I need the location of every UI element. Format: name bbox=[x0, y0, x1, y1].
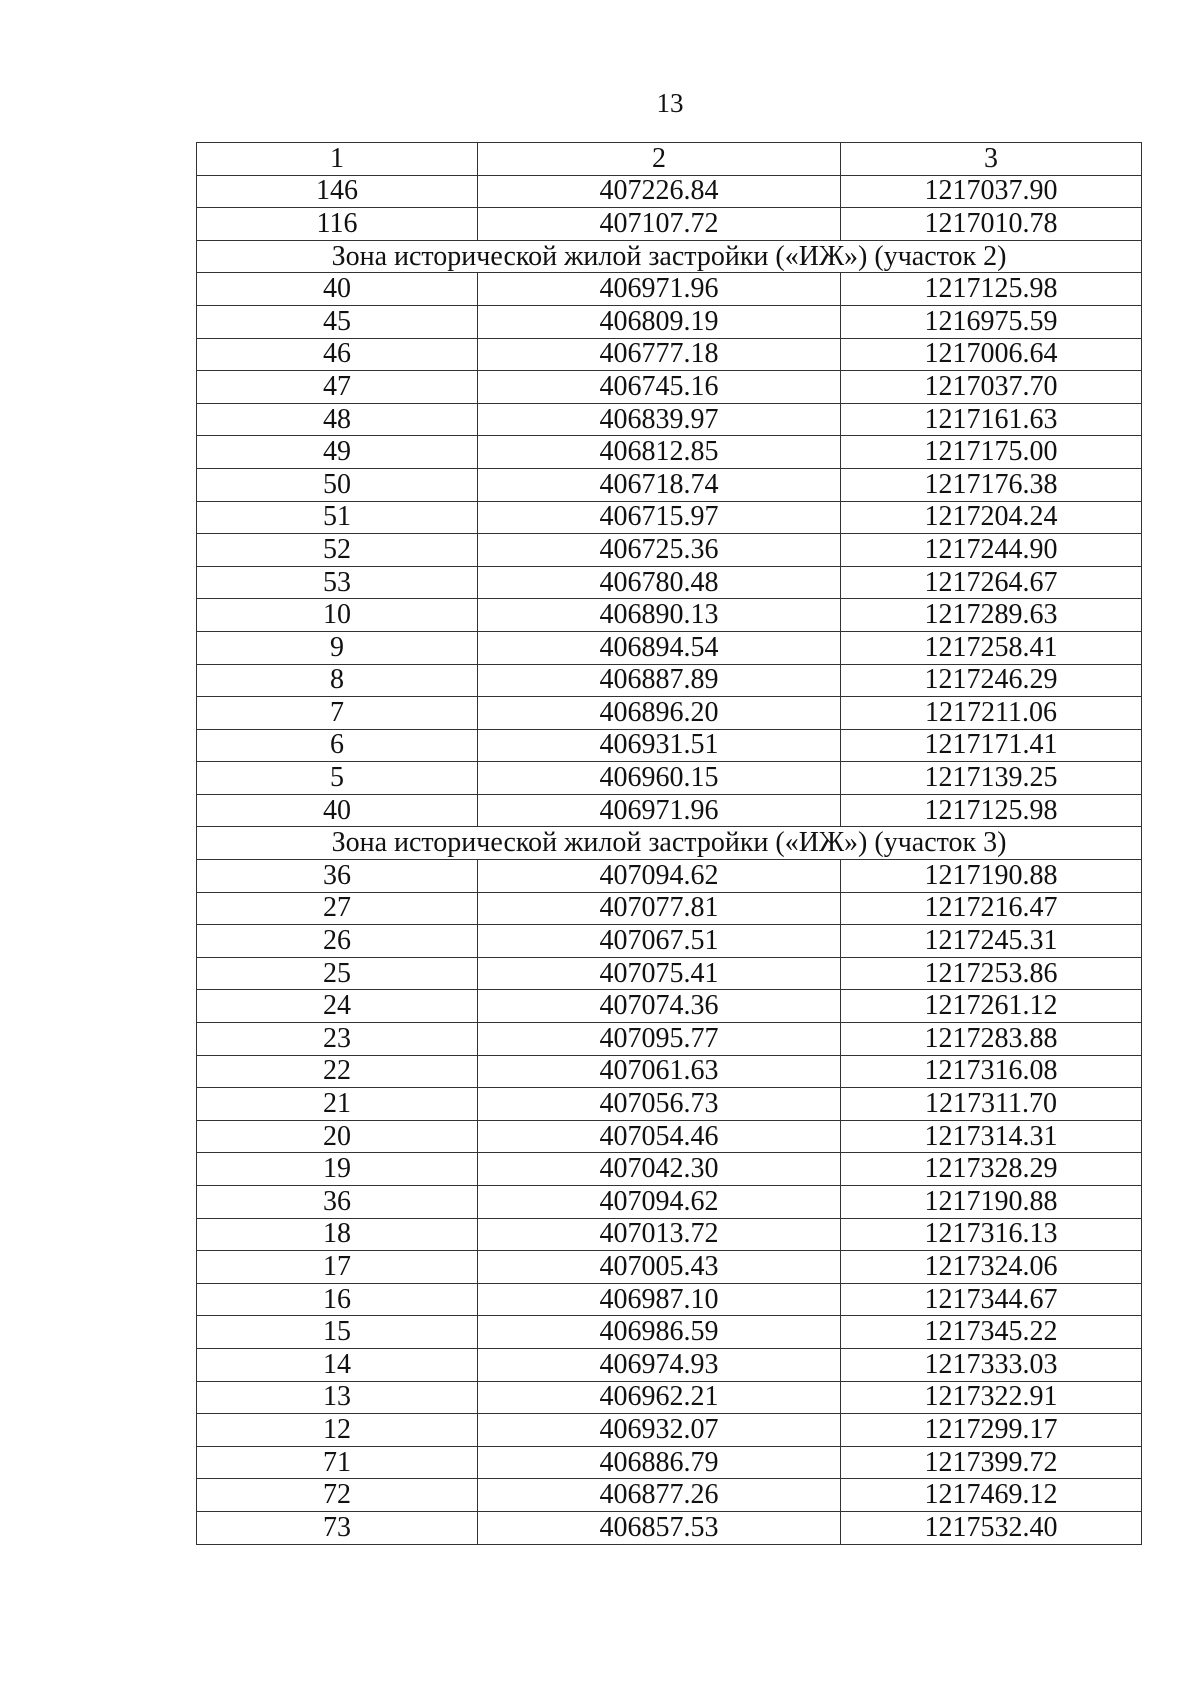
table-row bbox=[197, 1023, 1142, 1056]
point-number-cell: 12 bbox=[197, 1414, 478, 1447]
y-coordinate-cell: 1217289.63 bbox=[841, 599, 1142, 632]
point-number-cell: 36 bbox=[197, 860, 478, 893]
table-row bbox=[197, 1251, 1142, 1284]
y-coordinate-cell: 1217324.06 bbox=[841, 1251, 1142, 1284]
point-number-cell: 50 bbox=[197, 468, 478, 501]
table-header-row bbox=[197, 143, 1142, 176]
y-coordinate-cell: 1217125.98 bbox=[841, 794, 1142, 827]
table-row bbox=[197, 371, 1142, 404]
column-header-2: 2 bbox=[478, 143, 841, 176]
table-row bbox=[197, 1218, 1142, 1251]
point-number-cell: 116 bbox=[197, 208, 478, 241]
x-coordinate-cell: 407067.51 bbox=[478, 925, 841, 958]
x-coordinate-cell: 407054.46 bbox=[478, 1120, 841, 1153]
point-number-cell: 146 bbox=[197, 175, 478, 208]
y-coordinate-cell: 1217399.72 bbox=[841, 1446, 1142, 1479]
y-coordinate-cell: 1217037.70 bbox=[841, 371, 1142, 404]
point-number-cell: 10 bbox=[197, 599, 478, 632]
table-row bbox=[197, 566, 1142, 599]
y-coordinate-cell: 1217161.63 bbox=[841, 403, 1142, 436]
table-row bbox=[197, 273, 1142, 306]
y-coordinate-cell: 1217258.41 bbox=[841, 631, 1142, 664]
table-row bbox=[197, 1414, 1142, 1447]
table-row bbox=[197, 1511, 1142, 1544]
point-number-cell: 53 bbox=[197, 566, 478, 599]
point-number-cell: 26 bbox=[197, 925, 478, 958]
y-coordinate-cell: 1217328.29 bbox=[841, 1153, 1142, 1186]
y-coordinate-cell: 1217006.64 bbox=[841, 338, 1142, 371]
x-coordinate-cell: 406971.96 bbox=[478, 273, 841, 306]
point-number-cell: 46 bbox=[197, 338, 478, 371]
y-coordinate-cell: 1217314.31 bbox=[841, 1120, 1142, 1153]
x-coordinate-cell: 406987.10 bbox=[478, 1283, 841, 1316]
x-coordinate-cell: 406962.21 bbox=[478, 1381, 841, 1414]
point-number-cell: 25 bbox=[197, 957, 478, 990]
y-coordinate-cell: 1217311.70 bbox=[841, 1088, 1142, 1121]
point-number-cell: 40 bbox=[197, 273, 478, 306]
section-title: Зона исторической жилой застройки («ИЖ») (участок 2) bbox=[197, 240, 1142, 273]
point-number-cell: 49 bbox=[197, 436, 478, 469]
x-coordinate-cell: 407094.62 bbox=[478, 1186, 841, 1219]
table-row bbox=[197, 1088, 1142, 1121]
y-coordinate-cell: 1217204.24 bbox=[841, 501, 1142, 534]
point-number-cell: 24 bbox=[197, 990, 478, 1023]
point-number-cell: 73 bbox=[197, 1511, 478, 1544]
table-row bbox=[197, 436, 1142, 469]
table-row bbox=[197, 501, 1142, 534]
point-number-cell: 13 bbox=[197, 1381, 478, 1414]
x-coordinate-cell: 406777.18 bbox=[478, 338, 841, 371]
table-row bbox=[197, 403, 1142, 436]
point-number-cell: 40 bbox=[197, 794, 478, 827]
x-coordinate-cell: 407107.72 bbox=[478, 208, 841, 241]
point-number-cell: 52 bbox=[197, 534, 478, 567]
point-number-cell: 6 bbox=[197, 729, 478, 762]
x-coordinate-cell: 407042.30 bbox=[478, 1153, 841, 1186]
y-coordinate-cell: 1217211.06 bbox=[841, 697, 1142, 730]
table-row bbox=[197, 175, 1142, 208]
point-number-cell: 27 bbox=[197, 892, 478, 925]
y-coordinate-cell: 1217316.13 bbox=[841, 1218, 1142, 1251]
x-coordinate-cell: 406894.54 bbox=[478, 631, 841, 664]
point-number-cell: 17 bbox=[197, 1251, 478, 1284]
table-row bbox=[197, 599, 1142, 632]
y-coordinate-cell: 1217171.41 bbox=[841, 729, 1142, 762]
table-row bbox=[197, 631, 1142, 664]
table-row bbox=[197, 1381, 1142, 1414]
point-number-cell: 14 bbox=[197, 1348, 478, 1381]
table-row bbox=[197, 957, 1142, 990]
table-row bbox=[197, 338, 1142, 371]
x-coordinate-cell: 406718.74 bbox=[478, 468, 841, 501]
point-number-cell: 71 bbox=[197, 1446, 478, 1479]
x-coordinate-cell: 407005.43 bbox=[478, 1251, 841, 1284]
table-row bbox=[197, 697, 1142, 730]
page-number: 13 bbox=[656, 88, 684, 118]
y-coordinate-cell: 1217322.91 bbox=[841, 1381, 1142, 1414]
y-coordinate-cell: 1217125.98 bbox=[841, 273, 1142, 306]
y-coordinate-cell: 1217532.40 bbox=[841, 1511, 1142, 1544]
table-row bbox=[197, 208, 1142, 241]
y-coordinate-cell: 1217344.67 bbox=[841, 1283, 1142, 1316]
section-title: Зона исторической жилой застройки («ИЖ») (участок 3) bbox=[197, 827, 1142, 860]
x-coordinate-cell: 407226.84 bbox=[478, 175, 841, 208]
point-number-cell: 16 bbox=[197, 1283, 478, 1316]
table-row bbox=[197, 729, 1142, 762]
table-row bbox=[197, 860, 1142, 893]
y-coordinate-cell: 1217246.29 bbox=[841, 664, 1142, 697]
column-header-1: 1 bbox=[197, 143, 478, 176]
x-coordinate-cell: 406812.85 bbox=[478, 436, 841, 469]
x-coordinate-cell: 406886.79 bbox=[478, 1446, 841, 1479]
point-number-cell: 21 bbox=[197, 1088, 478, 1121]
table-row bbox=[197, 468, 1142, 501]
x-coordinate-cell: 406974.93 bbox=[478, 1348, 841, 1381]
point-number-cell: 45 bbox=[197, 305, 478, 338]
table-row bbox=[197, 1283, 1142, 1316]
column-header-3: 3 bbox=[841, 143, 1142, 176]
x-coordinate-cell: 406890.13 bbox=[478, 599, 841, 632]
x-coordinate-cell: 406857.53 bbox=[478, 1511, 841, 1544]
x-coordinate-cell: 406745.16 bbox=[478, 371, 841, 404]
table-row bbox=[197, 762, 1142, 795]
point-number-cell: 72 bbox=[197, 1479, 478, 1512]
point-number-cell: 8 bbox=[197, 664, 478, 697]
point-number-cell: 5 bbox=[197, 762, 478, 795]
point-number-cell: 19 bbox=[197, 1153, 478, 1186]
point-number-cell: 48 bbox=[197, 403, 478, 436]
point-number-cell: 23 bbox=[197, 1023, 478, 1056]
y-coordinate-cell: 1217261.12 bbox=[841, 990, 1142, 1023]
y-coordinate-cell: 1217333.03 bbox=[841, 1348, 1142, 1381]
table-row bbox=[197, 1479, 1142, 1512]
y-coordinate-cell: 1217244.90 bbox=[841, 534, 1142, 567]
x-coordinate-cell: 406971.96 bbox=[478, 794, 841, 827]
point-number-cell: 36 bbox=[197, 1186, 478, 1219]
x-coordinate-cell: 407077.81 bbox=[478, 892, 841, 925]
y-coordinate-cell: 1217037.90 bbox=[841, 175, 1142, 208]
point-number-cell: 22 bbox=[197, 1055, 478, 1088]
section-row bbox=[197, 827, 1142, 860]
y-coordinate-cell: 1217190.88 bbox=[841, 1186, 1142, 1219]
table-row bbox=[197, 1186, 1142, 1219]
table-body bbox=[197, 143, 1142, 1545]
y-coordinate-cell: 1217264.67 bbox=[841, 566, 1142, 599]
x-coordinate-cell: 407013.72 bbox=[478, 1218, 841, 1251]
x-coordinate-cell: 406715.97 bbox=[478, 501, 841, 534]
point-number-cell: 9 bbox=[197, 631, 478, 664]
table-row bbox=[197, 534, 1142, 567]
x-coordinate-cell: 407095.77 bbox=[478, 1023, 841, 1056]
table-row bbox=[197, 1446, 1142, 1479]
x-coordinate-cell: 407056.73 bbox=[478, 1088, 841, 1121]
y-coordinate-cell: 1217299.17 bbox=[841, 1414, 1142, 1447]
y-coordinate-cell: 1217345.22 bbox=[841, 1316, 1142, 1349]
x-coordinate-cell: 406877.26 bbox=[478, 1479, 841, 1512]
coordinates-table bbox=[196, 142, 1142, 1545]
y-coordinate-cell: 1216975.59 bbox=[841, 305, 1142, 338]
table-row bbox=[197, 1120, 1142, 1153]
table-row bbox=[197, 1153, 1142, 1186]
point-number-cell: 20 bbox=[197, 1120, 478, 1153]
y-coordinate-cell: 1217139.25 bbox=[841, 762, 1142, 795]
table-row bbox=[197, 990, 1142, 1023]
y-coordinate-cell: 1217176.38 bbox=[841, 468, 1142, 501]
y-coordinate-cell: 1217469.12 bbox=[841, 1479, 1142, 1512]
x-coordinate-cell: 406780.48 bbox=[478, 566, 841, 599]
x-coordinate-cell: 407075.41 bbox=[478, 957, 841, 990]
y-coordinate-cell: 1217245.31 bbox=[841, 925, 1142, 958]
table-row bbox=[197, 1316, 1142, 1349]
x-coordinate-cell: 406960.15 bbox=[478, 762, 841, 795]
table-row bbox=[197, 925, 1142, 958]
x-coordinate-cell: 406839.97 bbox=[478, 403, 841, 436]
table-row bbox=[197, 892, 1142, 925]
y-coordinate-cell: 1217283.88 bbox=[841, 1023, 1142, 1056]
x-coordinate-cell: 406931.51 bbox=[478, 729, 841, 762]
y-coordinate-cell: 1217010.78 bbox=[841, 208, 1142, 241]
x-coordinate-cell: 407094.62 bbox=[478, 860, 841, 893]
x-coordinate-cell: 406896.20 bbox=[478, 697, 841, 730]
x-coordinate-cell: 407061.63 bbox=[478, 1055, 841, 1088]
point-number-cell: 51 bbox=[197, 501, 478, 534]
point-number-cell: 47 bbox=[197, 371, 478, 404]
point-number-cell: 15 bbox=[197, 1316, 478, 1349]
point-number-cell: 18 bbox=[197, 1218, 478, 1251]
x-coordinate-cell: 406986.59 bbox=[478, 1316, 841, 1349]
x-coordinate-cell: 406809.19 bbox=[478, 305, 841, 338]
y-coordinate-cell: 1217316.08 bbox=[841, 1055, 1142, 1088]
point-number-cell: 7 bbox=[197, 697, 478, 730]
table-row bbox=[197, 1348, 1142, 1381]
y-coordinate-cell: 1217175.00 bbox=[841, 436, 1142, 469]
table-row bbox=[197, 794, 1142, 827]
x-coordinate-cell: 406725.36 bbox=[478, 534, 841, 567]
table-row bbox=[197, 305, 1142, 338]
x-coordinate-cell: 407074.36 bbox=[478, 990, 841, 1023]
y-coordinate-cell: 1217216.47 bbox=[841, 892, 1142, 925]
table-row bbox=[197, 1055, 1142, 1088]
table-row bbox=[197, 664, 1142, 697]
x-coordinate-cell: 406887.89 bbox=[478, 664, 841, 697]
y-coordinate-cell: 1217190.88 bbox=[841, 860, 1142, 893]
section-row bbox=[197, 240, 1142, 273]
y-coordinate-cell: 1217253.86 bbox=[841, 957, 1142, 990]
x-coordinate-cell: 406932.07 bbox=[478, 1414, 841, 1447]
